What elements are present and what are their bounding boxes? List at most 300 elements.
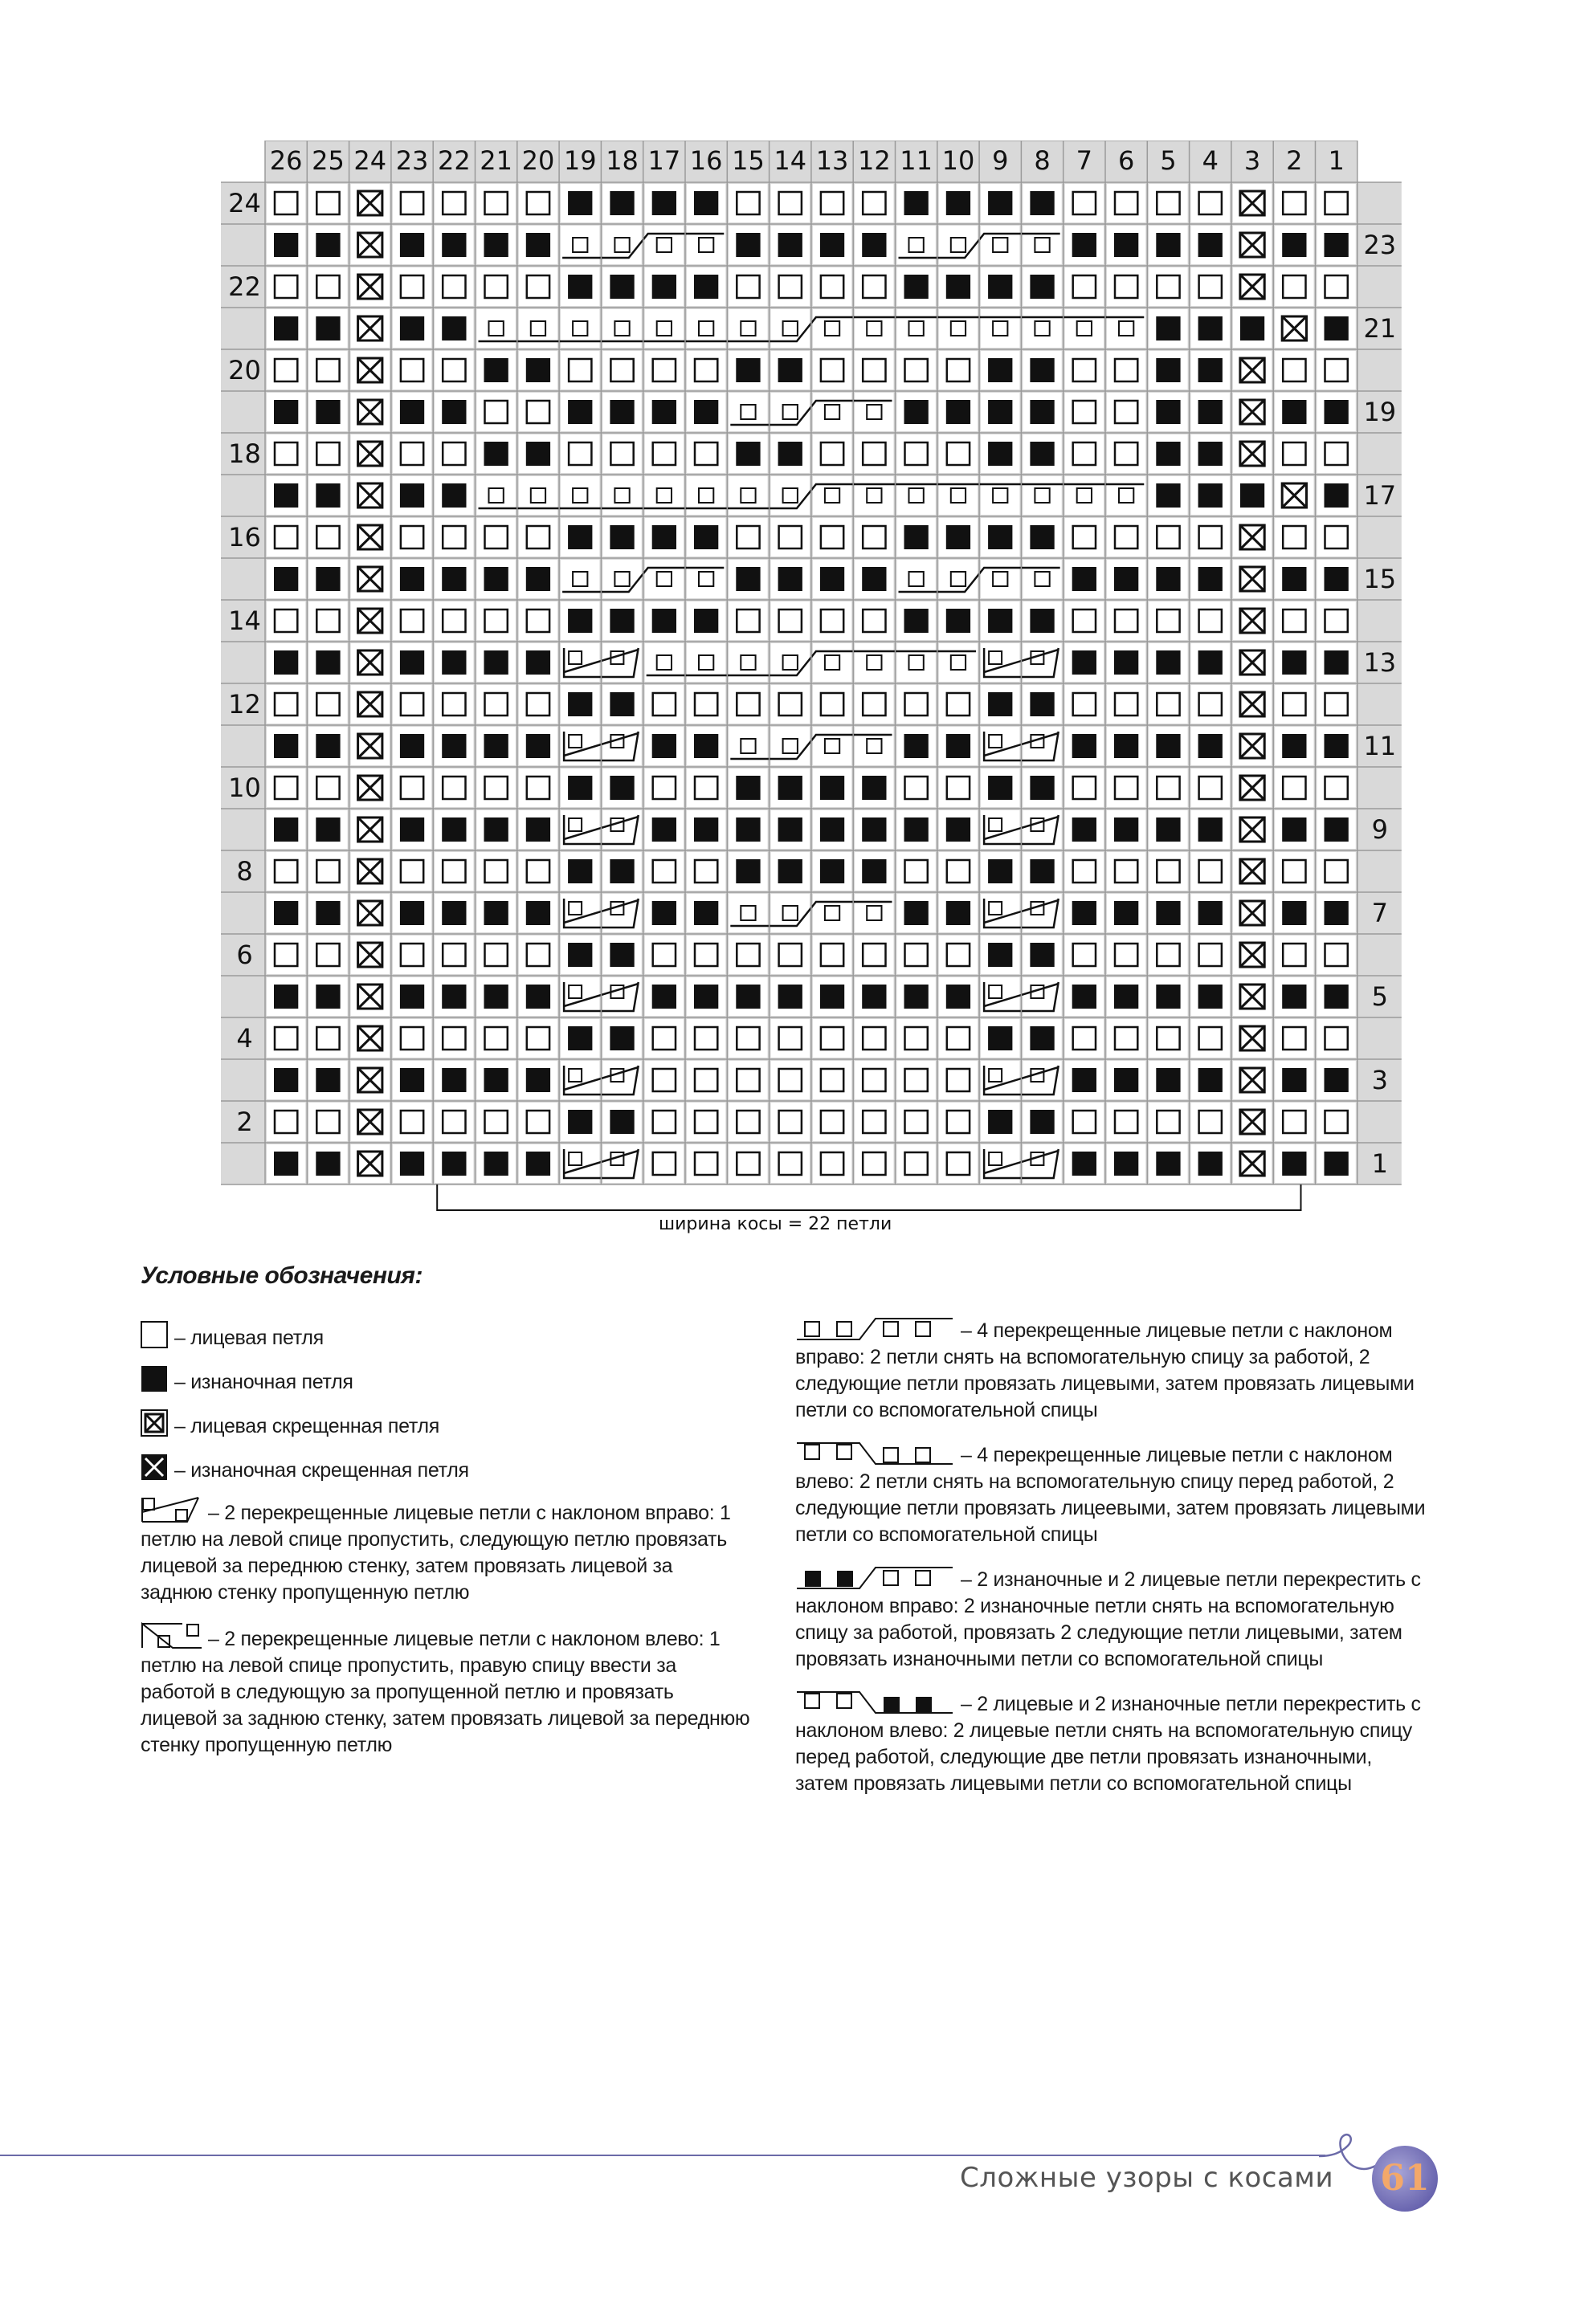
- purl-cell: [778, 567, 802, 591]
- purl-cell: [988, 859, 1012, 883]
- knit-cell: [1325, 610, 1348, 632]
- purl-cell: [736, 817, 760, 842]
- purl-cell: [652, 191, 676, 215]
- cable-stitch: [1077, 488, 1092, 503]
- knit-cell: [905, 693, 928, 716]
- cable-stitch: [867, 906, 881, 920]
- knit-cell: [863, 1152, 885, 1175]
- purl-cell: [1198, 442, 1223, 466]
- knit-cell: [275, 1111, 297, 1133]
- knit-cell: [1073, 610, 1096, 632]
- cable-stitch: [741, 655, 755, 670]
- knit-cell: [905, 1069, 928, 1091]
- purl-cell: [400, 567, 424, 591]
- cable-stitch: [657, 238, 672, 252]
- column-label: 7: [1076, 145, 1093, 176]
- purl-cell: [778, 233, 802, 257]
- purl-cell: [946, 275, 970, 299]
- knit-cell: [1073, 1027, 1096, 1050]
- knit-cell: [401, 610, 423, 632]
- purl-cell: [1325, 316, 1349, 340]
- knit-cell: [1073, 860, 1096, 883]
- purl-cell: [1072, 650, 1096, 675]
- cross-2-left-icon: [141, 1622, 203, 1649]
- knit-cell: [863, 192, 885, 214]
- row-label-right: 5: [1371, 981, 1388, 1012]
- knit-cell: [275, 526, 297, 548]
- cable-stitch: [614, 572, 629, 586]
- purl-cell: [1114, 650, 1138, 675]
- cross-stitch: [569, 985, 582, 998]
- knit-cell: [695, 1027, 717, 1050]
- row-label-left: 20: [228, 355, 261, 385]
- purl-cell: [568, 859, 592, 883]
- knit-cell: [695, 359, 717, 381]
- purl-cell: [1198, 817, 1223, 842]
- purl-cell: [568, 609, 592, 633]
- knit-cell: [821, 1152, 843, 1175]
- purl-cell: [1156, 734, 1180, 758]
- legend-item-cross-2-left: – 2 перекрещенные лицевые петли с наклоном влево: 1 петлю на левой спице пропустить, правую спицу ввести за работой в следующую за пропущенной петлю и провязать лицевой за заднюю стенку, затем провязать лицевой за переднюю стенку пропущенную петлю: [141, 1622, 751, 1759]
- purl-cell: [1030, 400, 1054, 424]
- knit-cell: [653, 1111, 676, 1133]
- column-label: 15: [732, 145, 765, 176]
- purl-cell: [778, 859, 802, 883]
- purl-cell: [988, 275, 1012, 299]
- knit-cell: [737, 275, 759, 298]
- purl-cell: [484, 1068, 508, 1092]
- purl-cell: [1325, 400, 1349, 424]
- knit-cell: [443, 693, 465, 716]
- purl-cell: [400, 901, 424, 925]
- knit-cell: [1199, 610, 1222, 632]
- purl-cell: [1114, 817, 1138, 842]
- knit-cell: [947, 777, 970, 799]
- knit-cell: [653, 1152, 676, 1175]
- knit-cell: [401, 860, 423, 883]
- purl-cell: [274, 233, 298, 257]
- purl-cell: [1198, 233, 1223, 257]
- knit-cell: [275, 944, 297, 966]
- knit-cell: [1073, 359, 1096, 381]
- knit-cell: [947, 1069, 970, 1091]
- purl-cell: [1240, 316, 1264, 340]
- purl-cell: [1240, 483, 1264, 508]
- knit-cell: [1073, 401, 1096, 423]
- knit-cell: [779, 1111, 802, 1133]
- knit-cell: [527, 944, 549, 966]
- purl-cell: [946, 817, 970, 842]
- cable-stitch: [741, 321, 755, 336]
- knit-cell: [779, 1027, 802, 1050]
- knit-cell: [653, 359, 676, 381]
- knit-cell: [779, 693, 802, 716]
- cable-stitch: [699, 572, 713, 586]
- knit-cell: [485, 693, 508, 716]
- purl-cell: [862, 567, 886, 591]
- legend-item-cross-4-left: – 4 перекрещенные лицевые петли с наклоном влево: 2 петли снять на вспомогательную спицу перед работой, 2 следующие петли провязать лицеевыми, затем провязать лицевыми петли со вспомогательной спицы: [795, 1441, 1430, 1548]
- purl-cell: [316, 650, 340, 675]
- knit-cell: [485, 526, 508, 548]
- purl-cell: [316, 817, 340, 842]
- knit-cell: [905, 860, 928, 883]
- purl-cell: [820, 776, 844, 800]
- purl-cell: [1072, 567, 1096, 591]
- knit-cell: [1325, 275, 1348, 298]
- purl-cell: [442, 567, 466, 591]
- cable-stitch: [1077, 321, 1092, 336]
- purl-cell: [1114, 901, 1138, 925]
- knit-cell: [863, 693, 885, 716]
- purl-cell: [1282, 650, 1306, 675]
- purl-cell: [1282, 985, 1306, 1009]
- knit-cell: [863, 1111, 885, 1133]
- knit-cell: [610, 442, 633, 465]
- knit-cell: [1073, 442, 1096, 465]
- purl-cell: [442, 483, 466, 508]
- knit-cell: [1073, 275, 1096, 298]
- column-label: 1: [1328, 145, 1345, 176]
- purl-cell: [1282, 1068, 1306, 1092]
- knit-cell: [695, 1111, 717, 1133]
- knit-cell: [1115, 944, 1137, 966]
- purl-cell: [274, 650, 298, 675]
- cross-stitch: [569, 735, 582, 748]
- knit-cell: [1283, 192, 1305, 214]
- purl-cell: [988, 1026, 1012, 1050]
- cable-stitch: [531, 488, 545, 503]
- purl-cell: [1325, 567, 1349, 591]
- purl-cell: [568, 275, 592, 299]
- purl-cell: [484, 442, 508, 466]
- cable-stitch: [867, 321, 881, 336]
- row-label-right: 13: [1363, 647, 1397, 678]
- purl-cell: [274, 1152, 298, 1176]
- cable-stitch: [489, 488, 504, 503]
- footer-rule: [0, 2155, 1325, 2156]
- purl-cell: [1325, 1068, 1349, 1092]
- purl-cell: [1156, 316, 1180, 340]
- knit-cell: [275, 610, 297, 632]
- purl-cell: [400, 233, 424, 257]
- purl-cell: [904, 985, 929, 1009]
- row-label-right: 23: [1363, 230, 1397, 260]
- knit-cell: [737, 526, 759, 548]
- purl-cell: [1282, 233, 1306, 257]
- column-label: 18: [606, 145, 639, 176]
- purl-cell: [610, 692, 634, 716]
- purl-cell: [526, 358, 550, 382]
- purl-cell: [904, 525, 929, 549]
- row-label-right: 19: [1363, 397, 1397, 427]
- purl-cell: [526, 442, 550, 466]
- purl-cell: [610, 609, 634, 633]
- purl-cell: [442, 985, 466, 1009]
- purl-cell: [862, 985, 886, 1009]
- purl-cell: [1198, 567, 1223, 591]
- knit-cell: [1283, 1027, 1305, 1050]
- cross-stitch: [569, 651, 582, 664]
- legend-item-twisted-knit: – лицевая скрещенная петля: [141, 1409, 751, 1440]
- knit-cell: [737, 1111, 759, 1133]
- knit-cell: [1325, 777, 1348, 799]
- knit-cell: [485, 610, 508, 632]
- cable-stitch: [867, 488, 881, 503]
- column-label: 10: [941, 145, 975, 176]
- purl-cell: [610, 525, 634, 549]
- purl-cell: [652, 817, 676, 842]
- cable-stitch: [783, 321, 798, 336]
- purl-cell: [1156, 901, 1180, 925]
- knit-cell: [1073, 944, 1096, 966]
- knit-cell: [653, 693, 676, 716]
- knit-cell: [1157, 610, 1179, 632]
- knit-cell: [737, 1069, 759, 1091]
- knit-cell: [275, 192, 297, 214]
- knit-cell: [275, 777, 297, 799]
- purl-cell: [526, 567, 550, 591]
- knit-cell: [316, 693, 339, 716]
- purl-cell: [316, 567, 340, 591]
- knit-cell: [1157, 860, 1179, 883]
- purl-cell: [820, 567, 844, 591]
- cable-stitch: [614, 321, 629, 336]
- purl-stitch-icon: [141, 1365, 169, 1392]
- purl-cell: [736, 859, 760, 883]
- knit-cell: [947, 1027, 970, 1050]
- column-label: 12: [857, 145, 891, 176]
- purl-knit-cross-icon: [795, 1566, 956, 1590]
- knit-cell: [653, 860, 676, 883]
- knit-cell: [316, 1027, 339, 1050]
- knit-cell: [1325, 1027, 1348, 1050]
- knit-cell: [1199, 944, 1222, 966]
- purl-cell: [568, 525, 592, 549]
- knit-cell: [653, 1027, 676, 1050]
- knit-cell: [401, 359, 423, 381]
- purl-cell: [820, 817, 844, 842]
- purl-cell: [904, 400, 929, 424]
- purl-cell: [1030, 859, 1054, 883]
- purl-cell: [1282, 901, 1306, 925]
- cable-stitch: [783, 488, 798, 503]
- knit-cell: [1325, 944, 1348, 966]
- purl-cell: [316, 400, 340, 424]
- purl-cell: [1156, 1152, 1180, 1176]
- purl-cell: [1114, 985, 1138, 1009]
- purl-cell: [274, 985, 298, 1009]
- cable-stitch: [909, 238, 924, 252]
- cable-stitch: [783, 906, 798, 920]
- knit-cell: [443, 359, 465, 381]
- knit-cell: [821, 1069, 843, 1091]
- knit-cell: [527, 693, 549, 716]
- purl-cell: [1114, 233, 1138, 257]
- knit-cell: [821, 442, 843, 465]
- purl-cell: [484, 358, 508, 382]
- cable-stitch: [825, 321, 839, 336]
- knit-cell: [1115, 526, 1137, 548]
- row-label-right: 3: [1371, 1065, 1388, 1095]
- purl-cell: [946, 985, 970, 1009]
- purl-cell: [568, 1026, 592, 1050]
- purl-cell: [904, 191, 929, 215]
- purl-cell: [442, 1152, 466, 1176]
- purl-cell: [274, 400, 298, 424]
- purl-cell: [610, 275, 634, 299]
- knit-cell: [737, 1027, 759, 1050]
- purl-cell: [610, 400, 634, 424]
- knit-cell: [821, 693, 843, 716]
- purl-cell: [1156, 567, 1180, 591]
- row-label-left: 10: [228, 773, 261, 803]
- purl-cell: [274, 316, 298, 340]
- knit-cell: [443, 610, 465, 632]
- purl-cell: [988, 776, 1012, 800]
- row-label-left: 24: [228, 188, 261, 218]
- purl-cell: [1072, 817, 1096, 842]
- knit-cell: [1115, 1027, 1137, 1050]
- purl-cell: [736, 442, 760, 466]
- row-label-left: 12: [228, 689, 261, 720]
- purl-cell: [1072, 233, 1096, 257]
- row-label-left: 22: [228, 271, 261, 302]
- purl-cell: [442, 817, 466, 842]
- cable-stitch: [951, 238, 966, 252]
- knit-cell: [527, 401, 549, 423]
- braid-width-bracket: [437, 1184, 1300, 1210]
- purl-cell: [694, 275, 718, 299]
- purl-cell: [1282, 400, 1306, 424]
- cross-stitch: [569, 1069, 582, 1082]
- column-label: 20: [521, 145, 555, 176]
- purl-cell: [1030, 943, 1054, 967]
- knit-cell: [527, 526, 549, 548]
- knit-cell: [1283, 944, 1305, 966]
- purl-cell: [400, 1152, 424, 1176]
- knit-cell: [443, 860, 465, 883]
- knit-cell: [863, 944, 885, 966]
- purl-cell: [1282, 817, 1306, 842]
- purl-cell: [1325, 901, 1349, 925]
- knit-cell: [569, 359, 591, 381]
- knit-cell: [316, 1111, 339, 1133]
- purl-cell: [1156, 358, 1180, 382]
- purl-cell: [1030, 609, 1054, 633]
- purl-cell: [988, 692, 1012, 716]
- knit-cell: [1115, 860, 1137, 883]
- knit-cell: [527, 275, 549, 298]
- knit-cell: [821, 944, 843, 966]
- knit-cell: [1199, 526, 1222, 548]
- knit-cell: [401, 526, 423, 548]
- purl-cell: [778, 817, 802, 842]
- cross-stitch: [989, 818, 1002, 831]
- knit-cell: [1115, 610, 1137, 632]
- purl-cell: [652, 901, 676, 925]
- purl-cell: [694, 985, 718, 1009]
- knit-cell: [779, 275, 802, 298]
- purl-cell: [988, 358, 1012, 382]
- knit-cell: [316, 944, 339, 966]
- knit-cell: [1157, 1027, 1179, 1050]
- knit-cell: [737, 1152, 759, 1175]
- knit-cell: [695, 777, 717, 799]
- purl-cell: [1156, 483, 1180, 508]
- knit-cell: [443, 777, 465, 799]
- purl-cell: [526, 650, 550, 675]
- cable-stitch: [699, 655, 713, 670]
- knit-cell: [569, 442, 591, 465]
- knit-cell: [527, 1027, 549, 1050]
- purl-cell: [1325, 483, 1349, 508]
- cable-stitch: [699, 321, 713, 336]
- row-label-left: 6: [236, 940, 253, 970]
- cable-stitch: [783, 405, 798, 419]
- purl-cell: [484, 567, 508, 591]
- purl-cell: [820, 985, 844, 1009]
- cable-stitch: [867, 655, 881, 670]
- cable-stitch: [531, 321, 545, 336]
- knit-cell: [1325, 693, 1348, 716]
- purl-cell: [904, 609, 929, 633]
- cable-stitch: [657, 655, 672, 670]
- cable-stitch: [825, 488, 839, 503]
- purl-cell: [988, 442, 1012, 466]
- knit-cell: [779, 526, 802, 548]
- purl-cell: [442, 233, 466, 257]
- column-label: 3: [1243, 145, 1261, 176]
- cable-stitch: [1035, 238, 1049, 252]
- cable-stitch: [825, 405, 839, 419]
- cable-stitch: [573, 572, 587, 586]
- knit-purl-cross-icon: [795, 1690, 956, 1714]
- column-label: 23: [395, 145, 429, 176]
- knit-cell: [1157, 693, 1179, 716]
- purl-cell: [778, 776, 802, 800]
- knit-cell: [905, 442, 928, 465]
- cable-stitch: [657, 321, 672, 336]
- purl-cell: [526, 734, 550, 758]
- purl-cell: [904, 901, 929, 925]
- legend-item-knit-purl-cross: – 2 лицевые и 2 изнаночные петли перекрестить с наклоном влево: 2 лицевые петли снять на вспомогательную спицу перед работой, следующие две петли провязать изнаночными, затем провязать лицевыми петли со вспомогательной спицы: [795, 1690, 1430, 1797]
- column-label: 19: [563, 145, 597, 176]
- knit-cell: [1325, 359, 1348, 381]
- purl-cell: [316, 901, 340, 925]
- purl-cell: [568, 400, 592, 424]
- knit-cell: [863, 275, 885, 298]
- purl-cell: [1198, 358, 1223, 382]
- knit-cell: [275, 860, 297, 883]
- knit-cell: [947, 944, 970, 966]
- knit-cell: [485, 1111, 508, 1133]
- legend-item-purl: – изнаночная петля: [141, 1365, 751, 1396]
- purl-cell: [736, 776, 760, 800]
- purl-cell: [1030, 191, 1054, 215]
- knit-cell: [1325, 1111, 1348, 1133]
- twisted-knit-icon: [141, 1409, 169, 1437]
- knit-cell: [653, 777, 676, 799]
- cable-stitch: [951, 488, 966, 503]
- purl-cell: [568, 692, 592, 716]
- knit-cell: [401, 693, 423, 716]
- knit-cell: [1157, 192, 1179, 214]
- knit-cell: [1283, 526, 1305, 548]
- cable-stitch: [699, 488, 713, 503]
- purl-cell: [1030, 358, 1054, 382]
- knit-cell: [485, 944, 508, 966]
- purl-cell: [1198, 483, 1223, 508]
